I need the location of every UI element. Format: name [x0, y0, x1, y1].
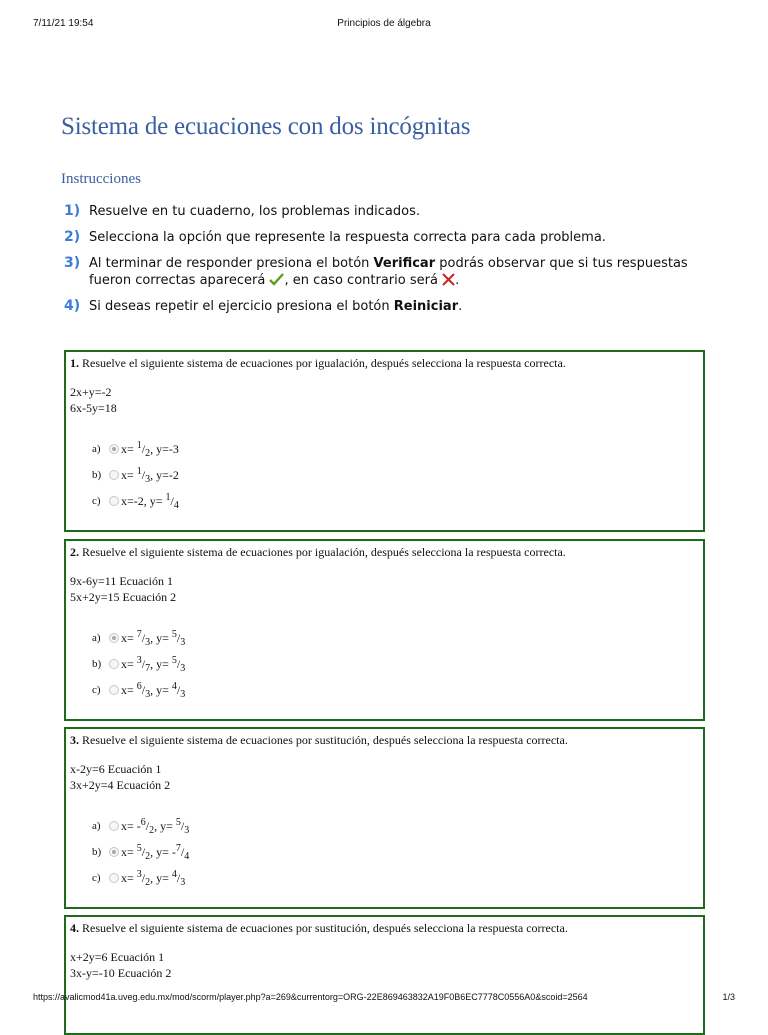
- option-text-part: 2: [149, 824, 155, 836]
- print-url: https://avalicmod41a.uveg.edu.mx/mod/scorm/player.php?a=269&currentorg=ORG-22E869463832A19F0B6EC7778C0556A0&scoid=2564: [33, 992, 588, 1002]
- option-text-part: /: [141, 467, 146, 482]
- option-text-part: /: [141, 630, 146, 645]
- instruction-text-part: .: [458, 299, 463, 314]
- option-text-part: x=-2, y=: [121, 493, 166, 508]
- question-box-2: [64, 539, 705, 721]
- instruction-number: 1): [64, 203, 81, 219]
- option-text-part: x=: [121, 870, 137, 885]
- option-text-part: , y=: [154, 818, 176, 833]
- option-text-part: 5: [171, 654, 177, 666]
- option-text-part: 4: [173, 499, 179, 511]
- print-footer: [0, 992, 768, 1006]
- radio-icon[interactable]: [109, 633, 119, 643]
- option-text-part: 7: [136, 628, 142, 640]
- check-icon: [269, 273, 284, 286]
- option-text-part: , y=: [150, 682, 172, 697]
- option-text-part: , y=: [150, 870, 172, 885]
- radio-icon[interactable]: [109, 496, 119, 506]
- instruction-text-part: Si deseas repetir el ejercicio presiona el botón: [89, 299, 394, 314]
- equation-line: 3x-y=-10 Ecuación 2: [70, 966, 172, 980]
- option-text-part: x=: [121, 630, 137, 645]
- instruction-text: Selecciona la opción que represente la respuesta correcta para cada problema.: [89, 230, 606, 245]
- equation-line: x-2y=6 Ecuación 1: [70, 762, 162, 776]
- instruction-number: 3): [64, 255, 81, 271]
- equation-line: 2x+y=-2: [70, 385, 112, 399]
- equation-system: [70, 761, 699, 793]
- option-text-part: 5: [175, 816, 181, 828]
- option-letter: c): [92, 872, 101, 884]
- verificar-label: Verificar: [373, 256, 436, 271]
- answer-option[interactable]: [92, 462, 699, 488]
- answer-option[interactable]: [92, 865, 699, 891]
- question-box-1: [64, 350, 705, 532]
- option-text-part: 4: [171, 868, 177, 880]
- option-text-part: 3: [180, 662, 186, 674]
- instruction-text-part: podrás observar que si tus respuestas fueron correctas aparecerá: [89, 256, 688, 288]
- equation-system: [70, 384, 699, 416]
- question-prompt: [70, 356, 699, 370]
- option-text: [121, 629, 185, 648]
- option-text-part: 3: [145, 688, 151, 700]
- option-text-part: /: [176, 682, 181, 697]
- instruction-item: [64, 229, 724, 246]
- option-text-part: /: [180, 818, 185, 833]
- instructions-heading: Instrucciones: [61, 171, 141, 187]
- instruction-text-part: .: [455, 273, 460, 288]
- instruction-number: 4): [64, 298, 81, 314]
- equation-system: [70, 949, 699, 981]
- question-text: Resuelve el siguiente sistema de ecuaciones por sustitución, después selecciona la respuesta correcta.: [82, 921, 568, 935]
- instruction-text: [89, 298, 462, 315]
- radio-icon[interactable]: [109, 847, 119, 857]
- question-number: 4.: [70, 921, 79, 935]
- option-text-part: , y=: [150, 630, 172, 645]
- option-text-part: /: [176, 870, 181, 885]
- instruction-text-part: Al terminar de responder presiona el botón: [89, 256, 374, 271]
- instruction-text-part: , en caso contrario será: [284, 273, 438, 288]
- question-text: Resuelve el siguiente sistema de ecuaciones por sustitución, después selecciona la respuesta correcta.: [82, 733, 568, 747]
- instruction-item: [64, 255, 724, 289]
- option-text-part: 3: [136, 654, 142, 666]
- question-text: Resuelve el siguiente sistema de ecuaciones por igualación, después selecciona la respuesta correcta.: [82, 545, 566, 559]
- answer-option[interactable]: [92, 625, 699, 651]
- option-text-part: 3: [180, 636, 186, 648]
- option-text: [121, 655, 185, 674]
- option-text-part: 5: [136, 842, 142, 854]
- print-date: 7/11/21 19:54: [33, 18, 94, 29]
- equation-line: 3x+2y=4 Ecuación 2: [70, 778, 171, 792]
- instruction-item: [64, 298, 724, 315]
- instruction-number: 2): [64, 229, 81, 245]
- answer-option[interactable]: [92, 839, 699, 865]
- option-text: [121, 681, 185, 700]
- question-box-4: [64, 915, 705, 1035]
- equation-line: 9x-6y=11 Ecuación 1: [70, 574, 173, 588]
- print-title: Principios de álgebra: [337, 18, 431, 29]
- instruction-text: [89, 255, 724, 289]
- option-text-part: /: [176, 656, 181, 671]
- option-text-part: x=: [121, 467, 137, 482]
- option-letter: a): [92, 820, 101, 832]
- radio-icon[interactable]: [109, 685, 119, 695]
- option-text: [121, 817, 189, 836]
- option-text-part: 1: [165, 491, 171, 503]
- option-text-part: /: [176, 630, 181, 645]
- option-text-part: 1: [136, 439, 142, 451]
- option-text-part: 3: [136, 868, 142, 880]
- instruction-item: [64, 203, 724, 220]
- option-text-part: 3: [180, 876, 186, 888]
- equation-system: [70, 573, 699, 605]
- question-number: 3.: [70, 733, 79, 747]
- question-prompt: [70, 545, 699, 559]
- answer-option[interactable]: [92, 436, 699, 462]
- option-text-part: 4: [184, 850, 190, 862]
- answer-options: [70, 436, 699, 514]
- answer-options: [70, 813, 699, 891]
- option-text-part: 6: [140, 816, 146, 828]
- option-text-part: 1: [136, 465, 142, 477]
- question-box-3: [64, 727, 705, 909]
- option-text-part: /: [141, 870, 146, 885]
- instruction-text: Resuelve en tu cuaderno, los problemas indicados.: [89, 204, 420, 219]
- question-text: Resuelve el siguiente sistema de ecuaciones por igualación, después selecciona la respuesta correcta.: [82, 356, 566, 370]
- x-icon: [442, 273, 455, 286]
- option-text-part: 7: [175, 842, 181, 854]
- radio-icon[interactable]: [109, 659, 119, 669]
- option-text-part: 4: [171, 680, 177, 692]
- option-text-part: /: [141, 682, 146, 697]
- option-text-part: , y=-3: [150, 441, 179, 456]
- option-text-part: 3: [184, 824, 190, 836]
- option-letter: a): [92, 443, 101, 455]
- option-text-part: 2: [145, 876, 151, 888]
- equation-line: x+2y=6 Ecuación 1: [70, 950, 165, 964]
- option-text-part: 6: [136, 680, 142, 692]
- radio-icon[interactable]: [109, 821, 119, 831]
- option-text-part: 3: [180, 688, 186, 700]
- instructions-list: [64, 203, 724, 324]
- option-letter: a): [92, 632, 101, 644]
- option-text-part: /: [141, 844, 146, 859]
- option-text-part: /: [141, 441, 146, 456]
- option-text-part: /: [141, 656, 146, 671]
- option-text: [121, 466, 179, 485]
- option-letter: b): [92, 846, 102, 858]
- answer-option[interactable]: [92, 488, 699, 514]
- option-text-part: 2: [145, 447, 151, 459]
- radio-icon[interactable]: [109, 444, 119, 454]
- option-text-part: , y=: [150, 656, 172, 671]
- equation-line: 6x-5y=18: [70, 401, 117, 415]
- equation-line: 5x+2y=15 Ecuación 2: [70, 590, 177, 604]
- radio-icon[interactable]: [109, 873, 119, 883]
- question-prompt: [70, 733, 699, 747]
- option-text-part: /: [145, 818, 150, 833]
- answer-option[interactable]: [92, 677, 699, 703]
- question-number: 1.: [70, 356, 79, 370]
- print-page-number: 1/3: [722, 992, 735, 1002]
- question-prompt: [70, 921, 699, 935]
- radio-icon[interactable]: [109, 470, 119, 480]
- option-text-part: 5: [171, 628, 177, 640]
- question-number: 2.: [70, 545, 79, 559]
- option-letter: b): [92, 658, 102, 670]
- print-header: [0, 18, 768, 32]
- option-text-part: x= -: [121, 818, 141, 833]
- option-text: [121, 843, 189, 862]
- answer-option[interactable]: [92, 813, 699, 839]
- reiniciar-label: Reiniciar: [393, 299, 459, 314]
- option-text-part: , y=-2: [150, 467, 179, 482]
- option-text-part: 2: [145, 850, 151, 862]
- option-text-part: , y= -: [150, 844, 176, 859]
- option-text-part: x=: [121, 656, 137, 671]
- option-letter: c): [92, 495, 101, 507]
- option-text: [121, 440, 179, 459]
- option-text-part: x=: [121, 441, 137, 456]
- option-text: [121, 869, 185, 888]
- answer-options: [70, 625, 699, 703]
- option-text: [121, 492, 179, 511]
- option-text-part: 7: [145, 662, 151, 674]
- option-letter: b): [92, 469, 102, 481]
- option-text-part: /: [180, 844, 185, 859]
- option-letter: c): [92, 684, 101, 696]
- option-text-part: x=: [121, 844, 137, 859]
- answer-option[interactable]: [92, 651, 699, 677]
- page-title: Sistema de ecuaciones con dos incógnitas: [61, 113, 471, 140]
- option-text-part: 3: [145, 636, 151, 648]
- option-text-part: x=: [121, 682, 137, 697]
- option-text-part: /: [170, 493, 174, 508]
- option-text-part: 3: [145, 473, 151, 485]
